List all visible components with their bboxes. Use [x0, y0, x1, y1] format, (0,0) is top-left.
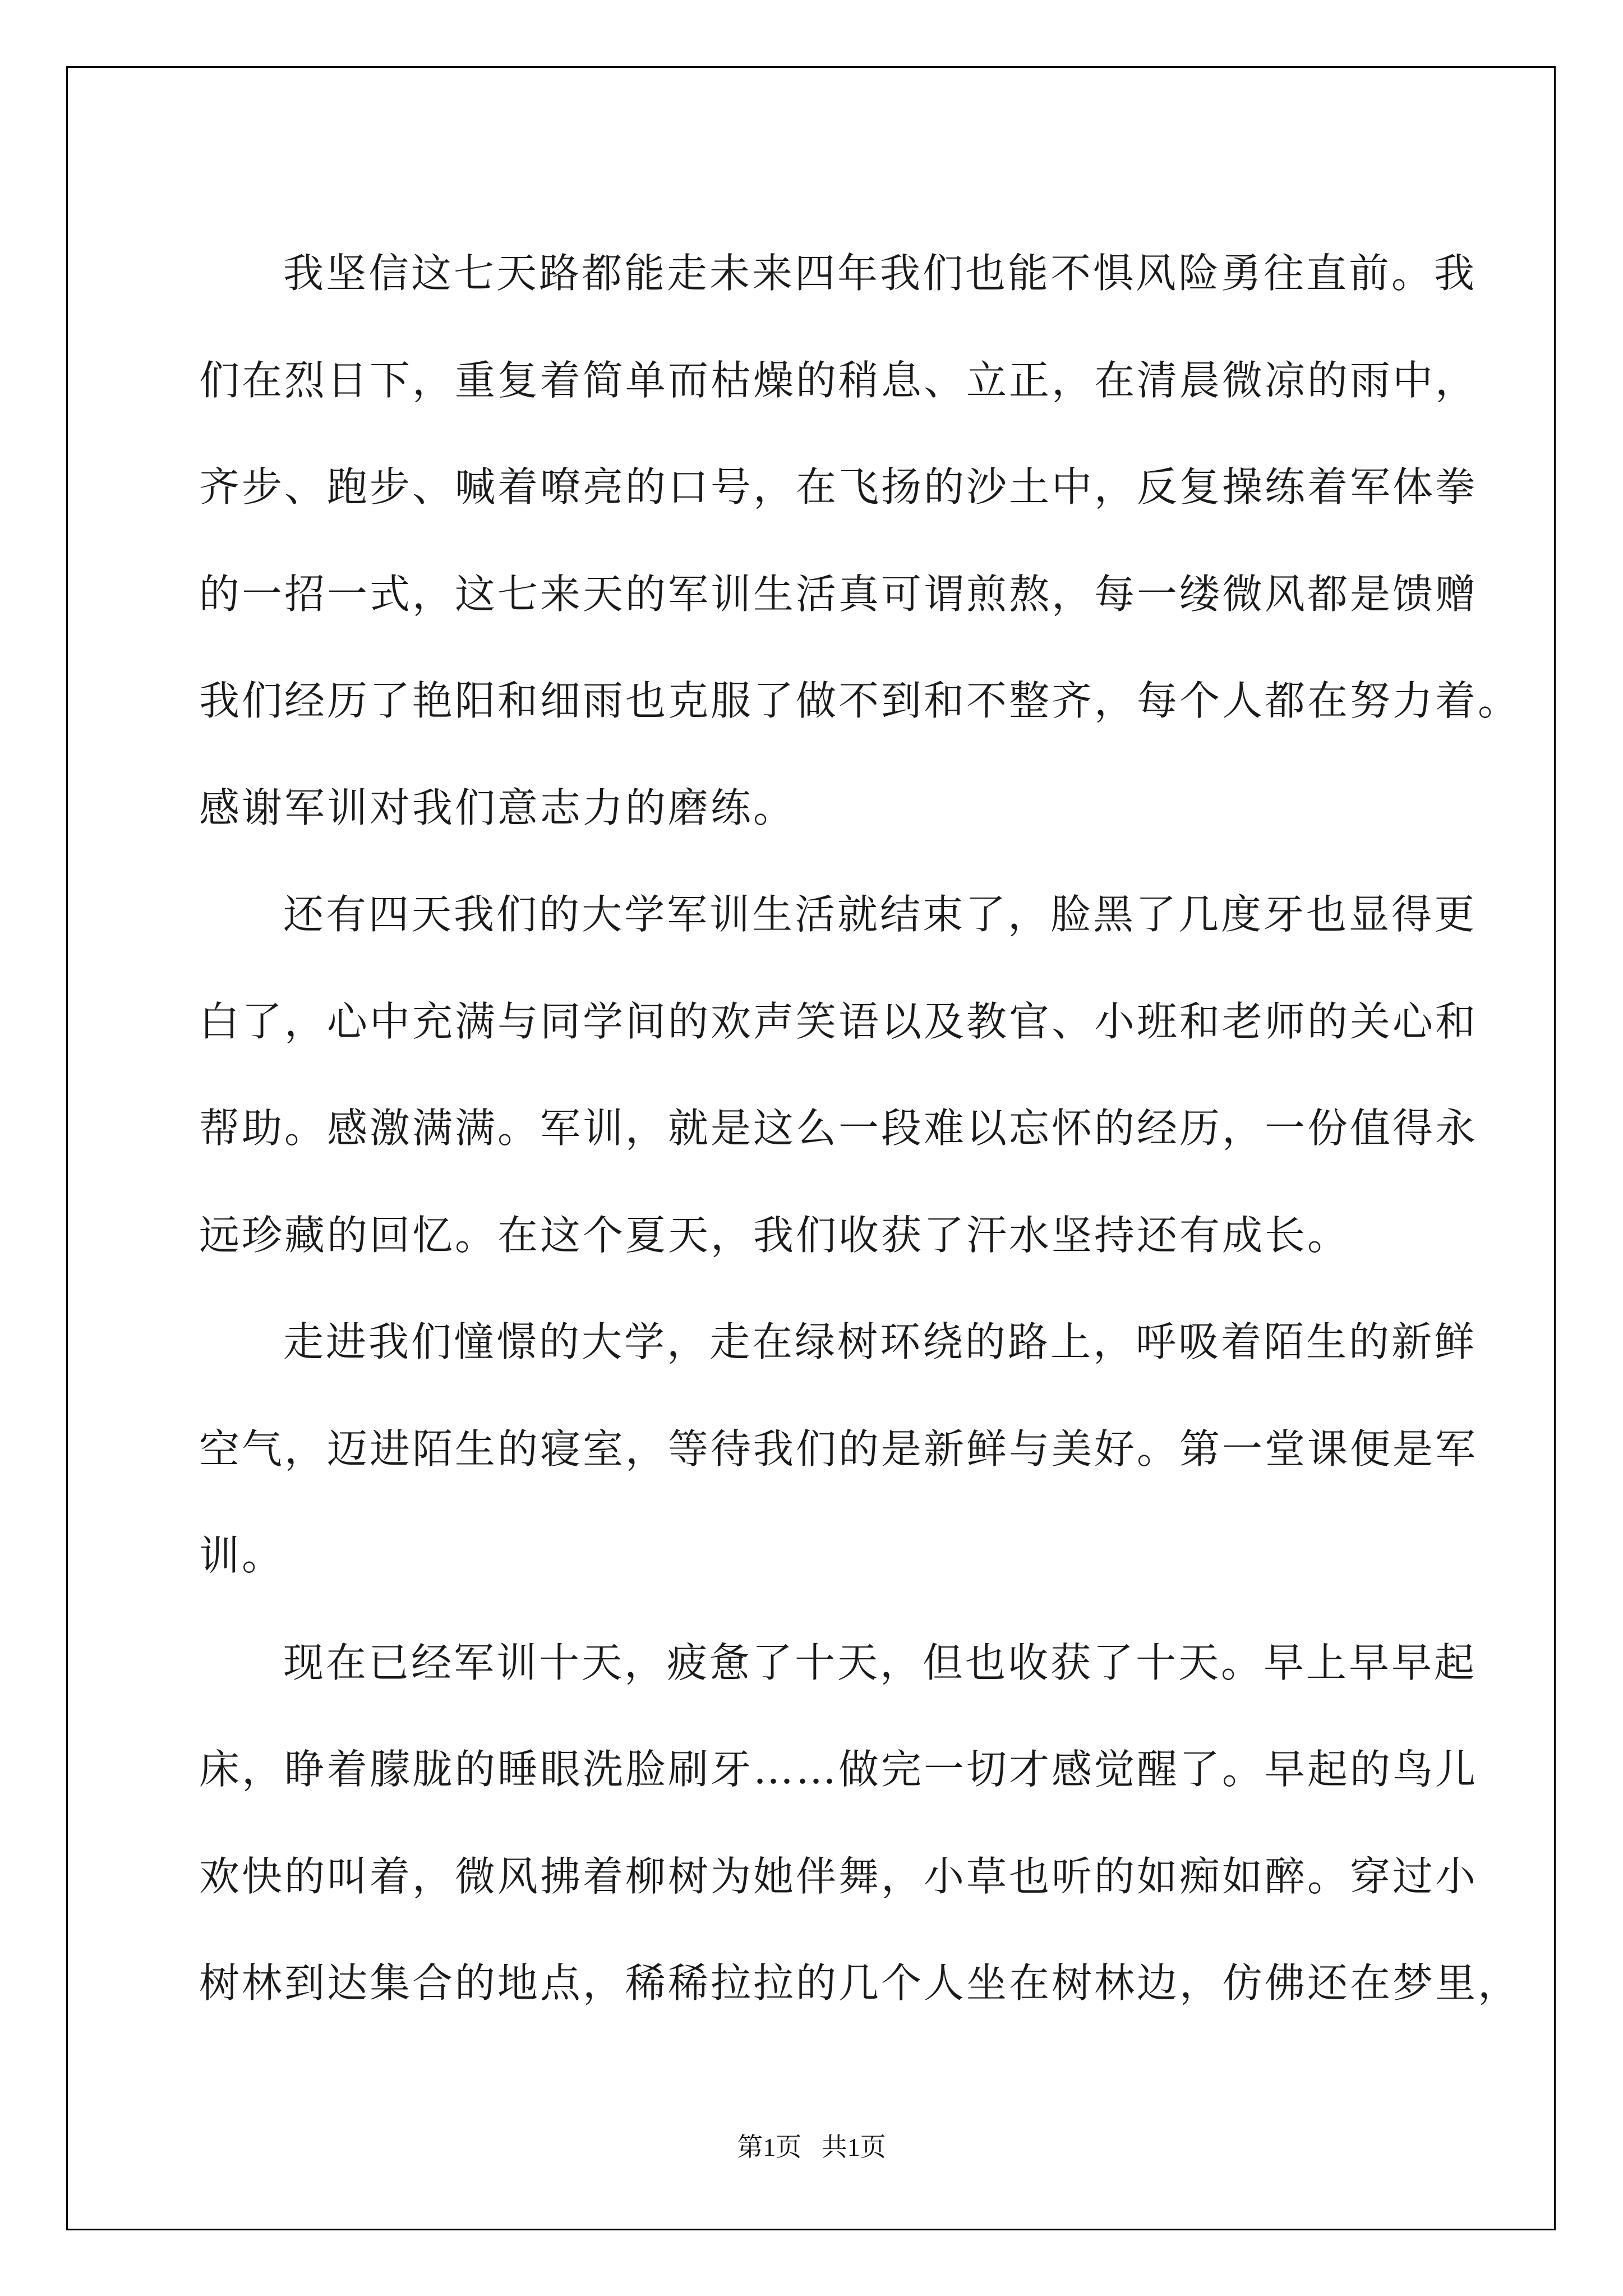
text-line: 树林到达集合的地点，稀稀拉拉的几个人坐在树林边，仿佛还在梦里， — [199, 1959, 1521, 2007]
text-line: 们在烈日下，重复着简单而枯燥的稍息、立正，在清晨微凉的雨中， — [199, 356, 1478, 404]
paragraph-2 — [199, 861, 1478, 1289]
paragraph-3 — [199, 1289, 1478, 1609]
text-line: 现在已经军训十天，疲惫了十天，但也收获了十天。早上早早起 — [283, 1639, 1477, 1686]
paragraph-1 — [199, 220, 1521, 861]
total-pages: 共1页 — [821, 2133, 886, 2161]
text-line: 感谢军训对我们意志力的磨练。 — [199, 784, 796, 831]
document-body — [199, 220, 1521, 2037]
page-footer — [0, 2131, 1623, 2164]
text-line: 远珍藏的回忆。在这个夏天，我们收获了汗水坚持还有成长。 — [199, 1211, 1350, 1259]
text-line: 帮助。感激满满。军训，就是这么一段难以忘怀的经历，一份值得永 — [199, 1105, 1478, 1152]
page-number: 第1页 — [737, 2133, 802, 2161]
text-line: 白了，心中充满与同学间的欢声笑语以及教官、小班和老师的关心和 — [199, 997, 1478, 1045]
text-line: 的一招一式，这七来天的军训生活真可谓煎熬，每一缕微风都是馈赠 — [199, 570, 1478, 618]
text-line: 床，睁着朦胧的睡眼洗脸刷牙……做完一切才感觉醒了。早起的鸟儿 — [199, 1746, 1478, 1793]
text-line: 空气，迈进陌生的寝室，等待我们的是新鲜与美好。第一堂课便是军 — [199, 1425, 1478, 1473]
text-line: 欢快的叫着，微风拂着柳树为她伴舞，小草也听的如痴如醉。穿过小 — [199, 1852, 1478, 1900]
text-line: 训。 — [199, 1532, 285, 1579]
paragraph-4 — [199, 1609, 1521, 2037]
text-line: 还有四天我们的大学军训生活就结束了，脸黑了几度牙也显得更 — [283, 891, 1477, 938]
text-line: 走进我们憧憬的大学，走在绿树环绕的路上，呼吸着陌生的新鲜 — [283, 1318, 1477, 1365]
text-line: 齐步、跑步、喊着嘹亮的口号，在飞扬的沙土中，反复操练着军体拳 — [199, 463, 1478, 510]
text-line: 我们经历了艳阳和细雨也克服了做不到和不整齐，每个人都在努力着。 — [199, 677, 1521, 724]
text-line: 我坚信这七天路都能走未来四年我们也能不惧风险勇往直前。我 — [283, 250, 1477, 297]
